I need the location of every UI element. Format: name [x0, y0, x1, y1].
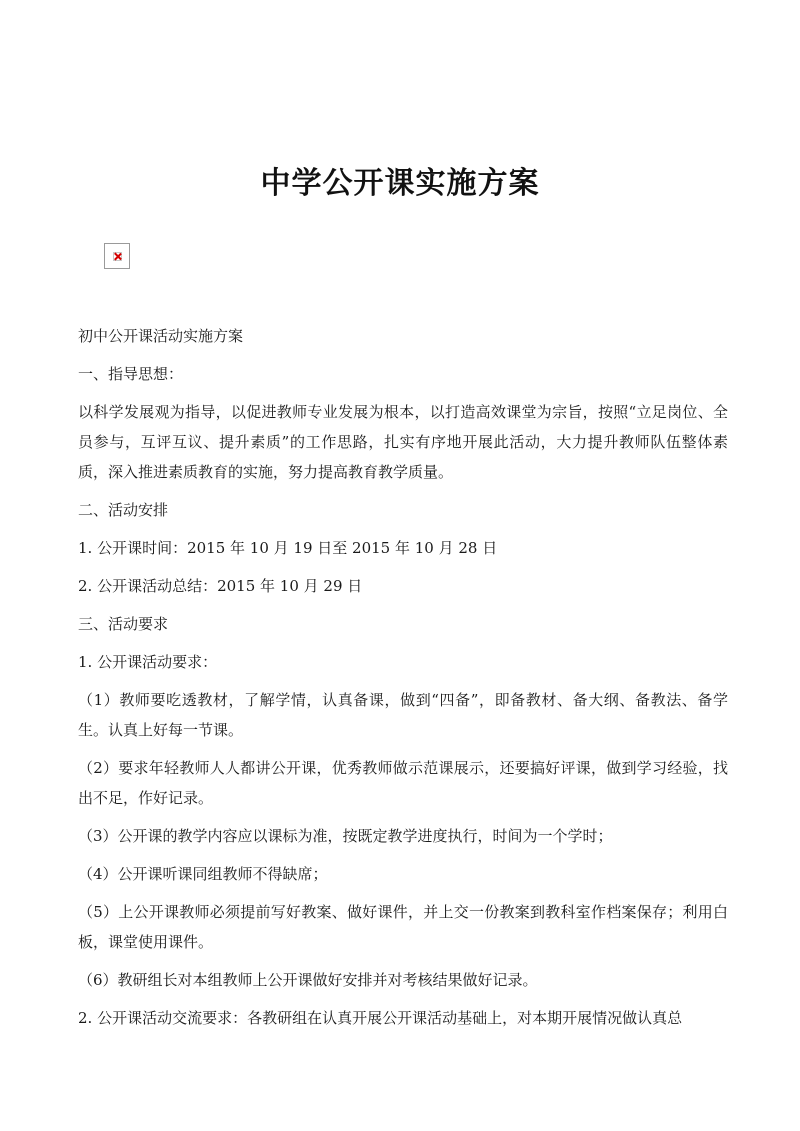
requirements-subheading: 1. 公开课活动要求： [78, 653, 218, 671]
section-heading-guiding-thought: 一、指导思想： [78, 365, 184, 383]
exchange-requirements-paragraph: 2. 公开课活动交流要求：各教研组在认真开展公开课活动基础上，对本期开展情况做认真总 [78, 1009, 683, 1027]
section-heading-arrangement: 二、活动安排 [78, 501, 169, 519]
requirement-item-2: （2）要求年轻教师人人都讲公开课，优秀教师做示范课展示，还要搞好评课，做到学习经验，找出不足，作好记录。 [78, 759, 728, 807]
requirement-item-3: （3）公开课的教学内容应以课标为准，按既定教学进度执行，时间为一个学时； [78, 827, 613, 845]
section-heading-requirements: 三、活动要求 [78, 615, 169, 633]
arrangement-item-time: 1. 公开课时间：2015 年 10 月 19 日至 2015 年 10 月 28 日 [78, 539, 498, 557]
requirement-item-5: （5）上公开课教师必须提前写好教案、做好课件，并上交一份教案到教科室作档案保存；利用白板，课堂使用课件。 [78, 903, 728, 951]
requirement-item-1: （1）教师要吃透教材，了解学情，认真备课，做到“四备”，即备教材、备大纲、备教法、备学生。认真上好每一节课。 [78, 691, 728, 739]
document-body [78, 321, 728, 1041]
requirement-item-6: （6）教研组长对本组教师上公开课做好安排并对考核结果做好记录。 [78, 971, 538, 989]
guiding-thought-paragraph: 以科学发展观为指导，以促进教师专业发展为根本，以打造高效课堂为宗旨，按照“立足岗位、全员参与，互评互议、提升素质”的工作思路，扎实有序地开展此活动，大力提升教师队伍整体素质，深入推进素质教育的实施，努力提高教育教学质量。 [78, 403, 728, 481]
requirement-item-4: （4）公开课听课同组教师不得缺席； [78, 865, 328, 883]
arrangement-item-summary: 2. 公开课活动总结：2015 年 10 月 29 日 [78, 577, 363, 595]
broken-image-cross [113, 252, 122, 261]
broken-image-icon [104, 243, 130, 269]
document-title: 中学公开课实施方案 [260, 166, 540, 201]
subtitle-paragraph: 初中公开课活动实施方案 [78, 327, 244, 345]
